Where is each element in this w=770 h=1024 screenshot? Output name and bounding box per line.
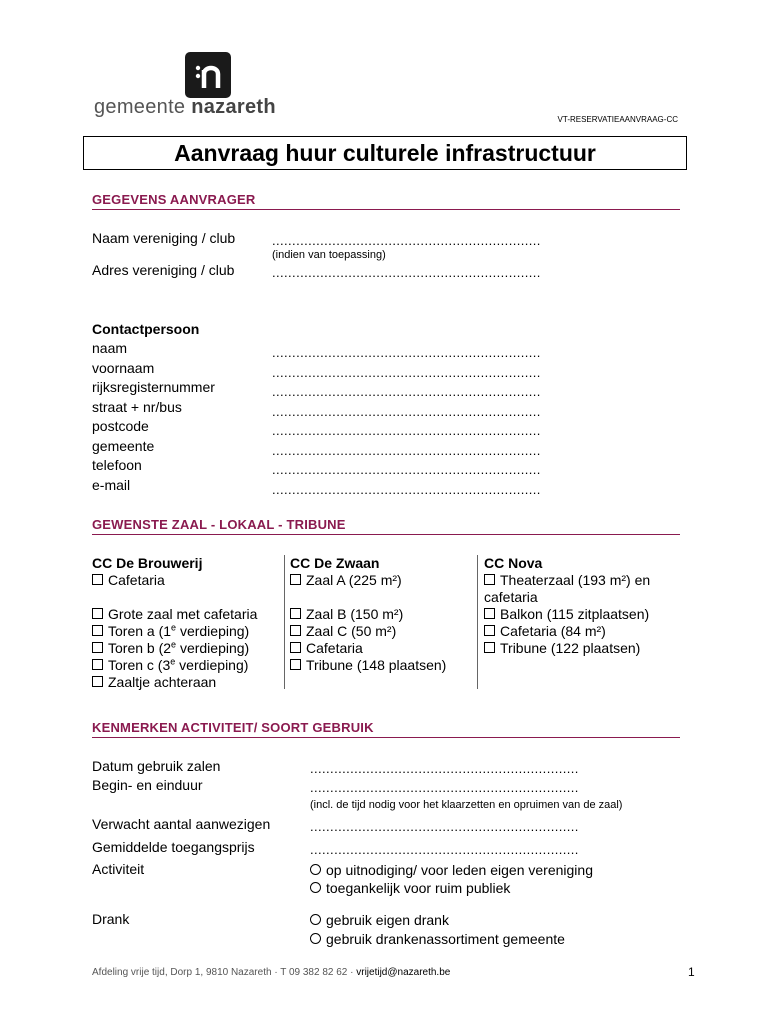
logo-n-icon (185, 52, 231, 98)
room-option[interactable]: Zaal C (50 m²) (290, 623, 475, 640)
contact-label: voornaam (92, 359, 155, 376)
contact-label: postcode (92, 418, 149, 434)
radio-icon[interactable] (310, 914, 321, 925)
room-option[interactable]: Grote zaal met cafetaria (92, 606, 282, 623)
contact-field[interactable]: ................................................................... (272, 384, 541, 399)
contact-label: naam (92, 340, 128, 356)
room-option[interactable]: Theaterzaal (193 m²) en (484, 572, 684, 589)
radio-icon[interactable] (310, 864, 321, 875)
price-label: Gemiddelde toegangsprijs (92, 839, 255, 855)
checkbox-icon[interactable] (290, 608, 301, 619)
room-option[interactable]: Toren c (3e verdieping) (92, 657, 282, 674)
room-option[interactable]: Balkon (115 zitplaatsen) (484, 606, 684, 623)
checkbox-icon[interactable] (290, 625, 301, 636)
page-title: Aanvraag huur culturele infrastructuur (83, 136, 687, 170)
section-heading-rooms: GEWENSTE ZAAL - LOKAAL - TRIBUNE (92, 517, 346, 532)
contact-field[interactable]: ................................................................... (272, 442, 541, 458)
checkbox-icon[interactable] (290, 642, 301, 653)
contact-label: rijksregisternummer (92, 379, 215, 395)
checkbox-icon[interactable] (484, 625, 495, 636)
date-label: Datum gebruik zalen (92, 758, 221, 774)
checkbox-icon[interactable] (92, 676, 103, 687)
logo-mark (185, 52, 231, 98)
room-option[interactable]: Tribune (148 plaatsen) (290, 657, 475, 674)
page-number: 1 (688, 965, 695, 979)
checkbox-icon[interactable] (92, 625, 103, 636)
hours-label: Begin- en einduur (92, 777, 203, 793)
contact-label: gemeente (92, 437, 155, 454)
checkbox-icon[interactable] (290, 574, 301, 585)
checkbox-icon[interactable] (92, 642, 103, 653)
hours-note: (incl. de tijd nodig voor het klaarzetten en opruimen van de zaal) (310, 799, 623, 811)
checkbox-icon[interactable] (290, 659, 301, 670)
radio-icon[interactable] (310, 882, 321, 893)
section-rule (92, 534, 680, 535)
radio-icon[interactable] (310, 933, 321, 944)
contact-field[interactable]: ................................................................... (272, 481, 541, 497)
checkbox-icon[interactable] (484, 608, 495, 619)
checkbox-icon[interactable] (92, 574, 103, 585)
checkbox-icon[interactable] (484, 574, 495, 585)
logo-wordmark: gemeente nazareth (94, 96, 276, 118)
column-nova (484, 555, 684, 657)
checkbox-icon[interactable] (92, 608, 103, 619)
activity-options (310, 861, 593, 897)
section-heading-activity: KENMERKEN ACTIVITEIT/ SOORT GEBRUIK (92, 720, 374, 735)
club-address-field[interactable]: ................................................................... (272, 265, 541, 280)
contact-labels (92, 339, 215, 495)
drink-option[interactable]: gebruik drankenassortiment gemeente (310, 930, 565, 949)
price-field[interactable]: ................................................................... (310, 842, 579, 857)
room-option[interactable]: Cafetaria (290, 640, 475, 657)
contact-field[interactable]: ................................................................... (272, 364, 541, 380)
room-option[interactable]: Cafetaria (84 m²) (484, 623, 684, 640)
column-divider (284, 555, 285, 689)
drink-options (310, 911, 565, 949)
drink-label: Drank (92, 911, 130, 927)
contact-label: e-mail (92, 476, 131, 493)
attendees-label: Verwacht aantal aanwezigen (92, 816, 271, 832)
contact-label: straat + nr/bus (92, 398, 182, 415)
club-name-label: Naam vereniging / club (92, 230, 236, 246)
venue-title: CC De Brouwerij (92, 555, 203, 571)
room-option[interactable]: Cafetaria (92, 572, 282, 589)
activity-option[interactable]: op uitnodiging/ voor leden eigen vereniging (310, 861, 593, 879)
contact-field[interactable]: ................................................................... (272, 423, 541, 438)
column-brouwerij (92, 555, 282, 691)
venue-title: CC De Zwaan (290, 555, 380, 571)
section-rule (92, 737, 680, 738)
checkbox-icon[interactable] (484, 642, 495, 653)
contact-field[interactable]: ................................................................... (272, 403, 541, 419)
column-zwaan (290, 555, 475, 674)
date-field[interactable]: ................................................................... (310, 761, 579, 776)
room-option[interactable]: Tribune (122 plaatsen) (484, 640, 684, 657)
attendees-field[interactable]: ................................................................... (310, 819, 579, 834)
club-name-field[interactable]: ................................................................... (272, 233, 541, 248)
room-option[interactable]: Toren a (1e verdieping) (92, 623, 282, 640)
checkbox-icon[interactable] (92, 659, 103, 670)
room-option[interactable]: Zaal B (150 m²) (290, 606, 475, 623)
hours-field[interactable]: ................................................................... (310, 780, 579, 795)
contact-fields (272, 343, 541, 499)
reference-code: VT-RESERVATIEAANVRAAG-CC (557, 115, 678, 124)
room-option[interactable]: Zaal A (225 m²) (290, 572, 475, 589)
contact-heading: Contactpersoon (92, 321, 200, 337)
contact-field[interactable]: ................................................................... (272, 345, 541, 360)
club-name-note: (indien van toepassing) (272, 249, 386, 261)
venue-title: CC Nova (484, 555, 543, 571)
column-divider (477, 555, 478, 689)
club-address-label: Adres vereniging / club (92, 262, 235, 278)
drink-option[interactable]: gebruik eigen drank (310, 911, 565, 930)
room-option-continued: cafetaria (484, 589, 538, 605)
room-option[interactable]: Zaaltje achteraan (92, 674, 282, 691)
footer-email-link[interactable]: vrijetijd@nazareth.be (356, 967, 451, 978)
contact-label: telefoon (92, 457, 142, 473)
activity-option[interactable]: toegankelijk voor ruim publiek (310, 879, 593, 897)
section-rule (92, 209, 680, 210)
contact-field[interactable]: ................................................................... (272, 462, 541, 477)
footer-address: Afdeling vrije tijd, Dorp 1, 9810 Nazareth · T 09 382 82 62 · vrijetijd@nazareth.be (92, 967, 451, 978)
room-option[interactable]: Toren b (2e verdieping) (92, 640, 282, 657)
section-heading-applicant: GEGEVENS AANVRAGER (92, 192, 256, 207)
activity-label: Activiteit (92, 861, 145, 877)
